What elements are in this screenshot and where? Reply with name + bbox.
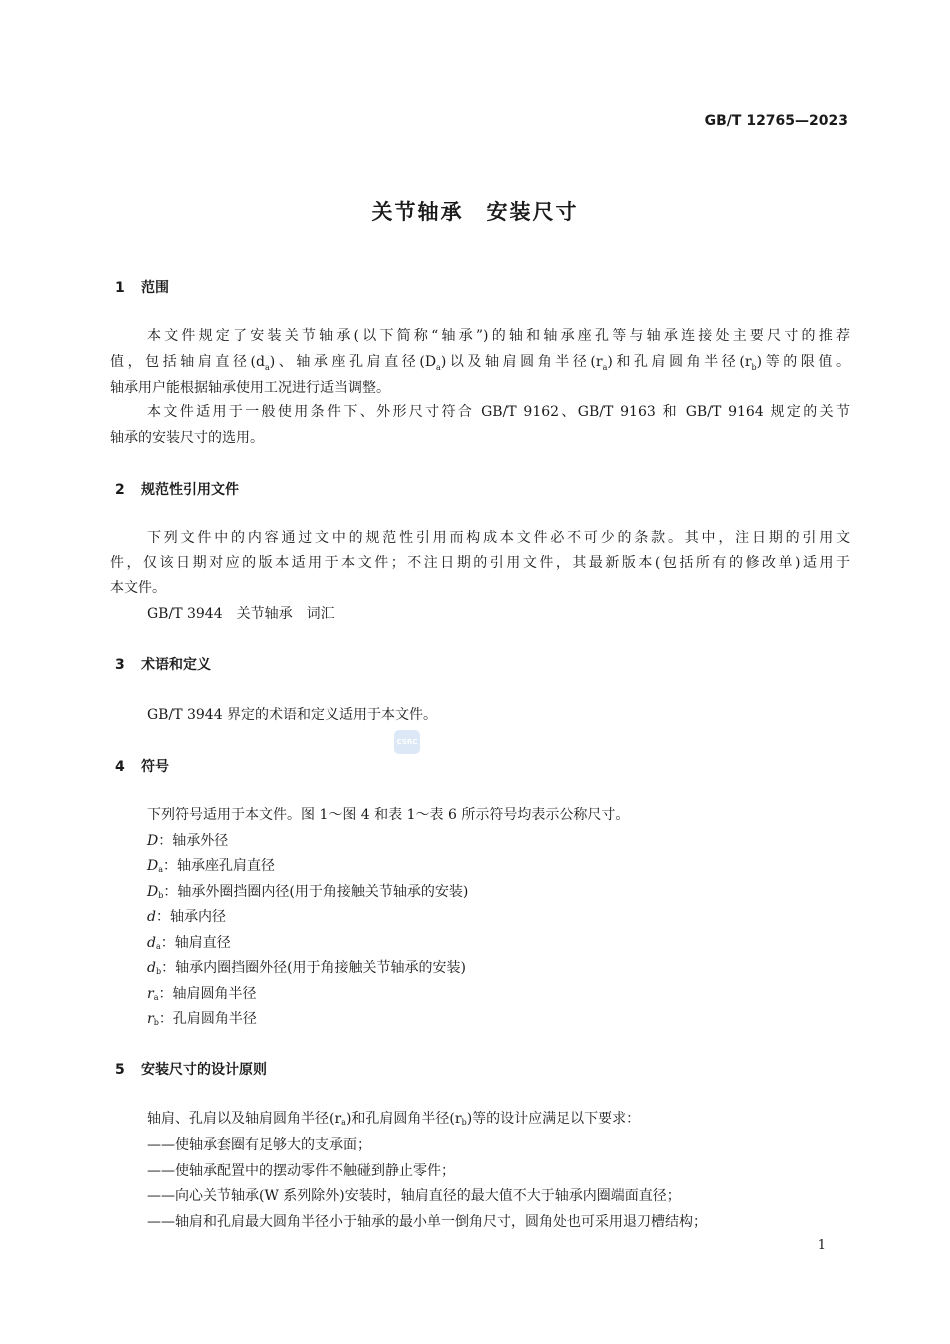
section-number: 4 xyxy=(115,759,125,775)
symbols-intro: 下列符号适用于本文件。图 1～图 4 和表 1～表 6 所示符号均表示公称尺寸。 xyxy=(147,807,630,823)
symbol-item: D：轴承外径 xyxy=(147,833,229,849)
page-number: 1 xyxy=(817,1238,826,1253)
scope-line-1: 本文件规定了安装关节轴承(以下简称“轴承”)的轴和轴承座孔等与轴承连接处主要尺寸的推荐 xyxy=(147,328,850,344)
watermark-logo: CSRC xyxy=(394,730,420,754)
refs-line-3: 本文件。 xyxy=(110,580,166,596)
scope-line-2: 值，包括轴肩直径$(d_a)$、轴承座孔肩直径$(D_a)$以及轴肩圆角半径$(r_a)$和孔肩圆角半径$(r_b)$等的限值。 xyxy=(110,354,850,372)
section-number: 5 xyxy=(115,1062,125,1078)
section-number: 1 xyxy=(115,280,125,296)
refs-line-2: 件，仅该日期对应的版本适用于本文件；不注日期的引用文件，其最新版本(包括所有的修改单)适用于 xyxy=(110,555,850,571)
section-title: 范围 xyxy=(141,280,169,296)
section-number: 2 xyxy=(115,482,125,498)
symbol-item: $d_b$：轴承内圈挡圈外径(用于角接触关节轴承的安装) xyxy=(147,960,467,976)
principle-item: ——使轴承套圈有足够大的支承面； xyxy=(147,1137,371,1153)
symbol-item: $D_a$：轴承座孔肩直径 xyxy=(147,858,276,874)
standard-number: GB/T 12765—2023 xyxy=(704,113,848,129)
section-heading-1 xyxy=(115,277,169,297)
section-heading-4 xyxy=(115,756,169,776)
refs-line-1: 下列文件中的内容通过文中的规范性引用而构成本文件必不可少的条款。其中，注日期的引用文 xyxy=(147,530,850,546)
symbol-item: $d_a$：轴肩直径 xyxy=(147,935,231,951)
section-number: 3 xyxy=(115,657,125,673)
section-heading-3 xyxy=(115,654,211,674)
section-title: 规范性引用文件 xyxy=(141,482,239,498)
symbol-item: $r_a$：轴肩圆角半径 xyxy=(147,986,257,1002)
section-title: 术语和定义 xyxy=(141,657,211,673)
section-heading-5 xyxy=(115,1059,267,1079)
page-title: 关节轴承 安装尺寸 xyxy=(371,200,579,224)
section-title: 符号 xyxy=(141,759,169,775)
principle-item: ——使轴承配置中的摆动零件不触碰到静止零件； xyxy=(147,1163,455,1179)
principles-intro: 轴肩、孔肩以及轴肩圆角半径$(r_a)$和孔肩圆角半径$(r_b)$等的设计应满足以下要求： xyxy=(147,1111,641,1127)
section-title: 安装尺寸的设计原则 xyxy=(141,1062,267,1078)
principle-item: ——轴肩和孔肩最大圆角半径小于轴承的最小单一倒角尺寸，圆角处也可采用退刀槽结构； xyxy=(147,1214,707,1230)
symbol-item: $D_b$：轴承外圈挡圈内径(用于角接触关节轴承的安装) xyxy=(147,884,469,900)
symbol-item: $r_b$：孔肩圆角半径 xyxy=(147,1011,257,1027)
scope-line-5: 轴承的安装尺寸的选用。 xyxy=(110,430,264,446)
section-heading-2 xyxy=(115,479,239,499)
scope-line-4: 本文件适用于一般使用条件下、外形尺寸符合 GB/T 9162、GB/T 9163 和 GB/T 9164 规定的关节 xyxy=(147,404,850,420)
symbol-item: d：轴承内径 xyxy=(147,909,226,925)
scope-line-3: 轴承用户能根据轴承使用工况进行适当调整。 xyxy=(110,380,390,396)
terms-text: GB/T 3944 界定的术语和定义适用于本文件。 xyxy=(147,707,438,723)
principle-item: ——向心关节轴承(W 系列除外)安装时，轴肩直径的最大值不大于轴承内圈端面直径； xyxy=(147,1188,681,1204)
refs-item: GB/T 3944 关节轴承 词汇 xyxy=(147,606,335,622)
